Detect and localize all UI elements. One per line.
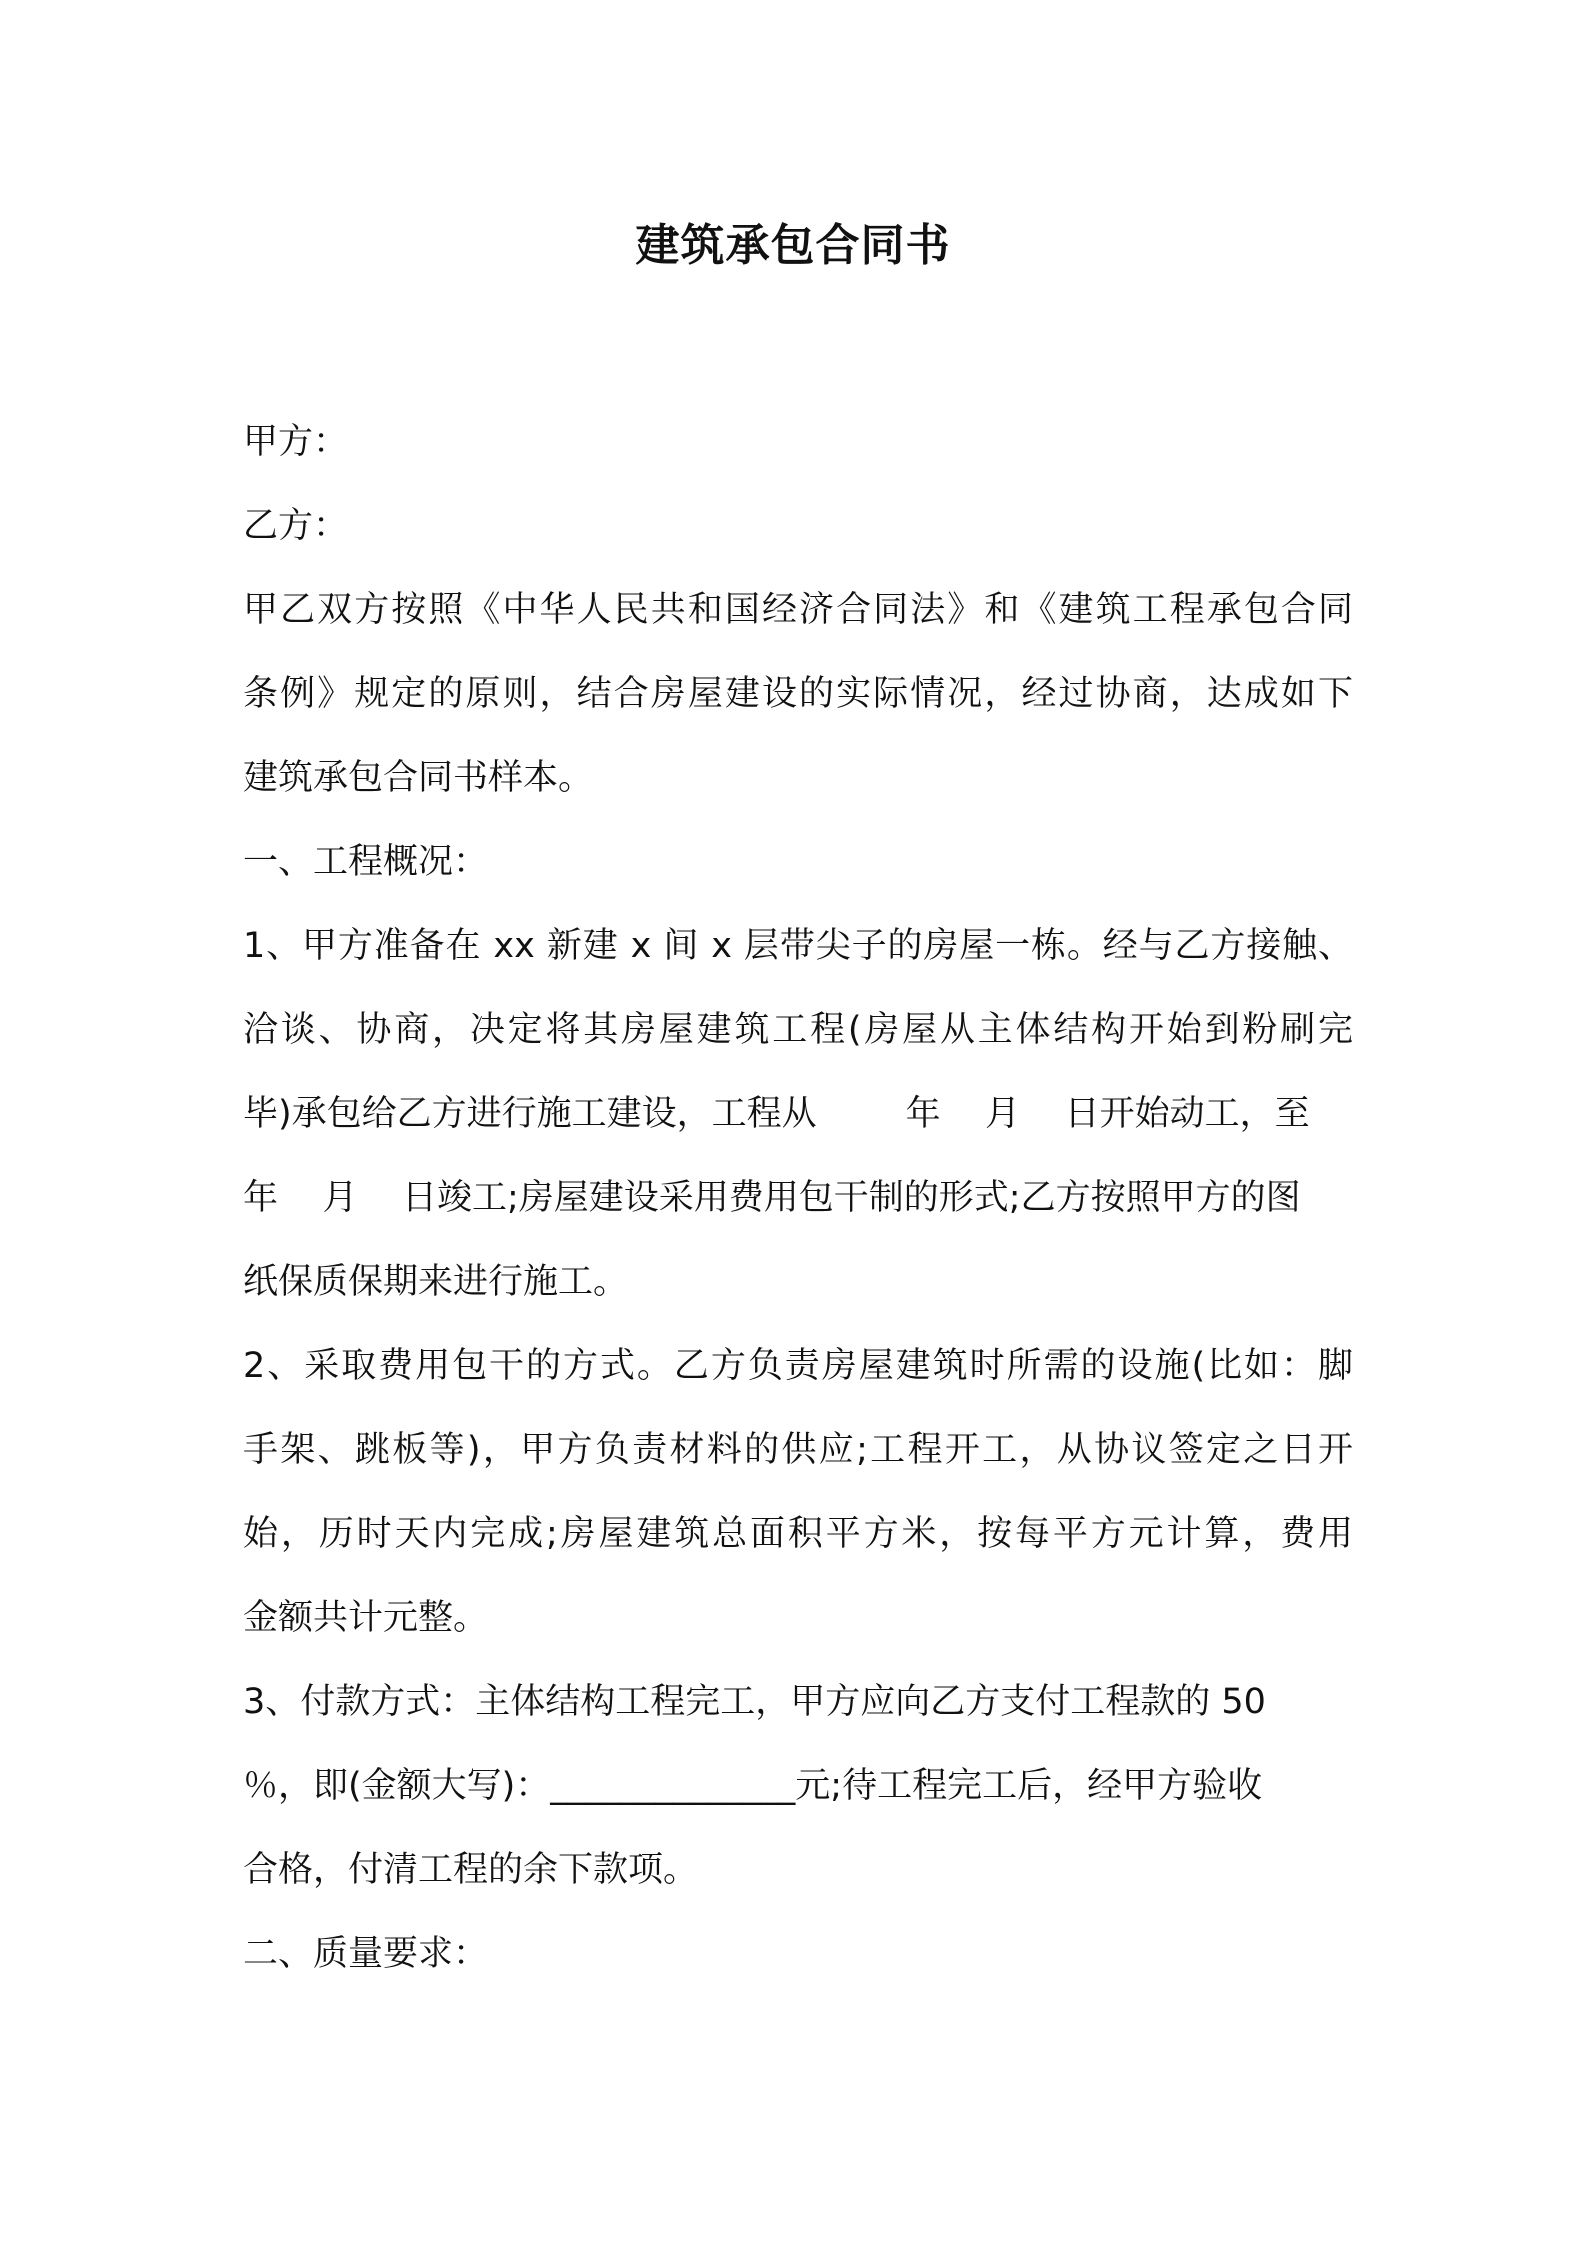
document-title: 建筑承包合同书 bbox=[635, 220, 951, 271]
document-body bbox=[243, 400, 1353, 1996]
clause-3-line-3: 合格，付清工程的余下款项。 bbox=[243, 1850, 699, 1890]
clause-1-line-3: 毕)承包给乙方进行施工建设，工程从 年 月 日开始动工，至 bbox=[243, 1094, 1310, 1134]
clause-3-line-1: 3、付款方式：主体结构工程完工，甲方应向乙方支付工程款的 50 bbox=[243, 1682, 1266, 1722]
clause-3-line-2: ％，即(金额大写)：______________元;待工程完工后，经甲方验收 bbox=[243, 1766, 1263, 1806]
clause-2-line-4: 金额共计元整。 bbox=[243, 1598, 489, 1638]
clause-1-line-1: 1、甲方准备在 xx 新建 x 间 x 层带尖子的房屋一栋。经与乙方接触、 bbox=[243, 926, 1353, 966]
intro-line-3: 建筑承包合同书样本。 bbox=[243, 758, 594, 798]
clause-2-line-1: 2、采取费用包干的方式。乙方负责房屋建筑时所需的设施(比如：脚 bbox=[243, 1346, 1353, 1386]
section-1-heading: 一、工程概况： bbox=[243, 842, 489, 882]
clause-1-line-2: 洽谈、协商，决定将其房屋建筑工程(房屋从主体结构开始到粉刷完 bbox=[243, 1010, 1353, 1050]
intro-line-2: 条例》规定的原则，结合房屋建设的实际情况，经过协商，达成如下 bbox=[243, 674, 1353, 714]
intro-line-1: 甲乙双方按照《中华人民共和国经济合同法》和《建筑工程承包合同 bbox=[243, 590, 1353, 630]
clause-1-line-4: 年 月 日竣工;房屋建设采用费用包干制的形式;乙方按照甲方的图 bbox=[243, 1178, 1301, 1218]
clause-2-line-2: 手架、跳板等)，甲方负责材料的供应;工程开工，从协议签定之日开 bbox=[243, 1430, 1353, 1470]
section-2-heading: 二、质量要求： bbox=[243, 1934, 489, 1974]
clause-1-line-5: 纸保质保期来进行施工。 bbox=[243, 1262, 629, 1302]
party-b-line: 乙方： bbox=[243, 506, 349, 546]
clause-2-line-3: 始，历时天内完成;房屋建筑总面积平方米，按每平方元计算，费用 bbox=[243, 1514, 1353, 1554]
party-a-line: 甲方： bbox=[243, 422, 349, 462]
